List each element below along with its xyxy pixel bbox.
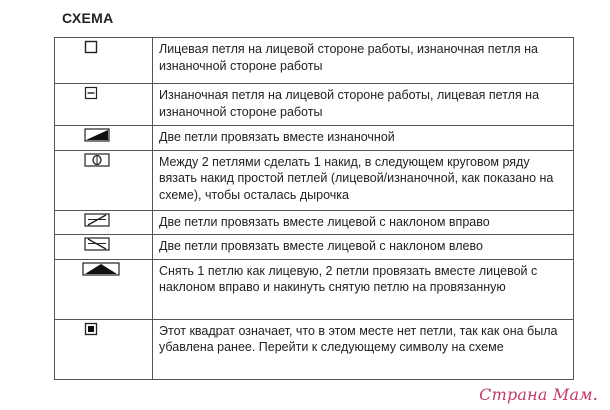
no-stitch-icon xyxy=(84,322,98,336)
legend-table xyxy=(54,37,574,380)
legend-description: Снять 1 петлю как лицевую, 2 петли провязать вместе лицевой с наклоном вправо и накинуть снятую петлю на провязанную xyxy=(153,259,574,319)
legend-description: Две петли провязать вместе лицевой с наклоном влево xyxy=(153,235,574,260)
table-row xyxy=(55,126,574,151)
table-row xyxy=(55,235,574,260)
slip-knit-pass-icon xyxy=(82,262,120,276)
watermark-text: Страна Мам xyxy=(479,385,593,404)
legend-description: Две петли провязать вместе лицевой с наклоном вправо xyxy=(153,210,574,235)
watermark-logo xyxy=(479,385,598,404)
legend-description: Лицевая петля на лицевой стороне работы, изнаночная петля на изнаночной стороне работы xyxy=(153,38,574,84)
purl-icon xyxy=(84,86,98,100)
table-row xyxy=(55,319,574,379)
table-row xyxy=(55,259,574,319)
yarn-over-icon xyxy=(84,153,110,167)
legend-description: Две петли провязать вместе изнаночной xyxy=(153,126,574,151)
knit-icon xyxy=(84,40,98,54)
table-row xyxy=(55,84,574,126)
watermark-dot-icon: . xyxy=(592,385,598,404)
page-title: СХЕМА xyxy=(62,10,114,26)
table-row xyxy=(55,38,574,84)
legend-description: Изнаночная петля на лицевой стороне работы, лицевая петля на изнаночной стороне работы xyxy=(153,84,574,126)
knit-two-together-right-icon xyxy=(84,213,110,227)
table-row xyxy=(55,210,574,235)
purl-two-together-icon xyxy=(84,128,110,142)
legend-description: Этот квадрат означает, что в этом месте нет петли, так как она была убавлена ранее. Перейти к следующему символу на схеме xyxy=(153,319,574,379)
table-row xyxy=(55,150,574,210)
knit-two-together-left-icon xyxy=(84,237,110,251)
legend-description: Между 2 петлями сделать 1 накид, в следующем круговом ряду вязать накид простой петлей (лицевой/изнаночной, как показано на схеме), чтобы осталась дырочка xyxy=(153,150,574,210)
